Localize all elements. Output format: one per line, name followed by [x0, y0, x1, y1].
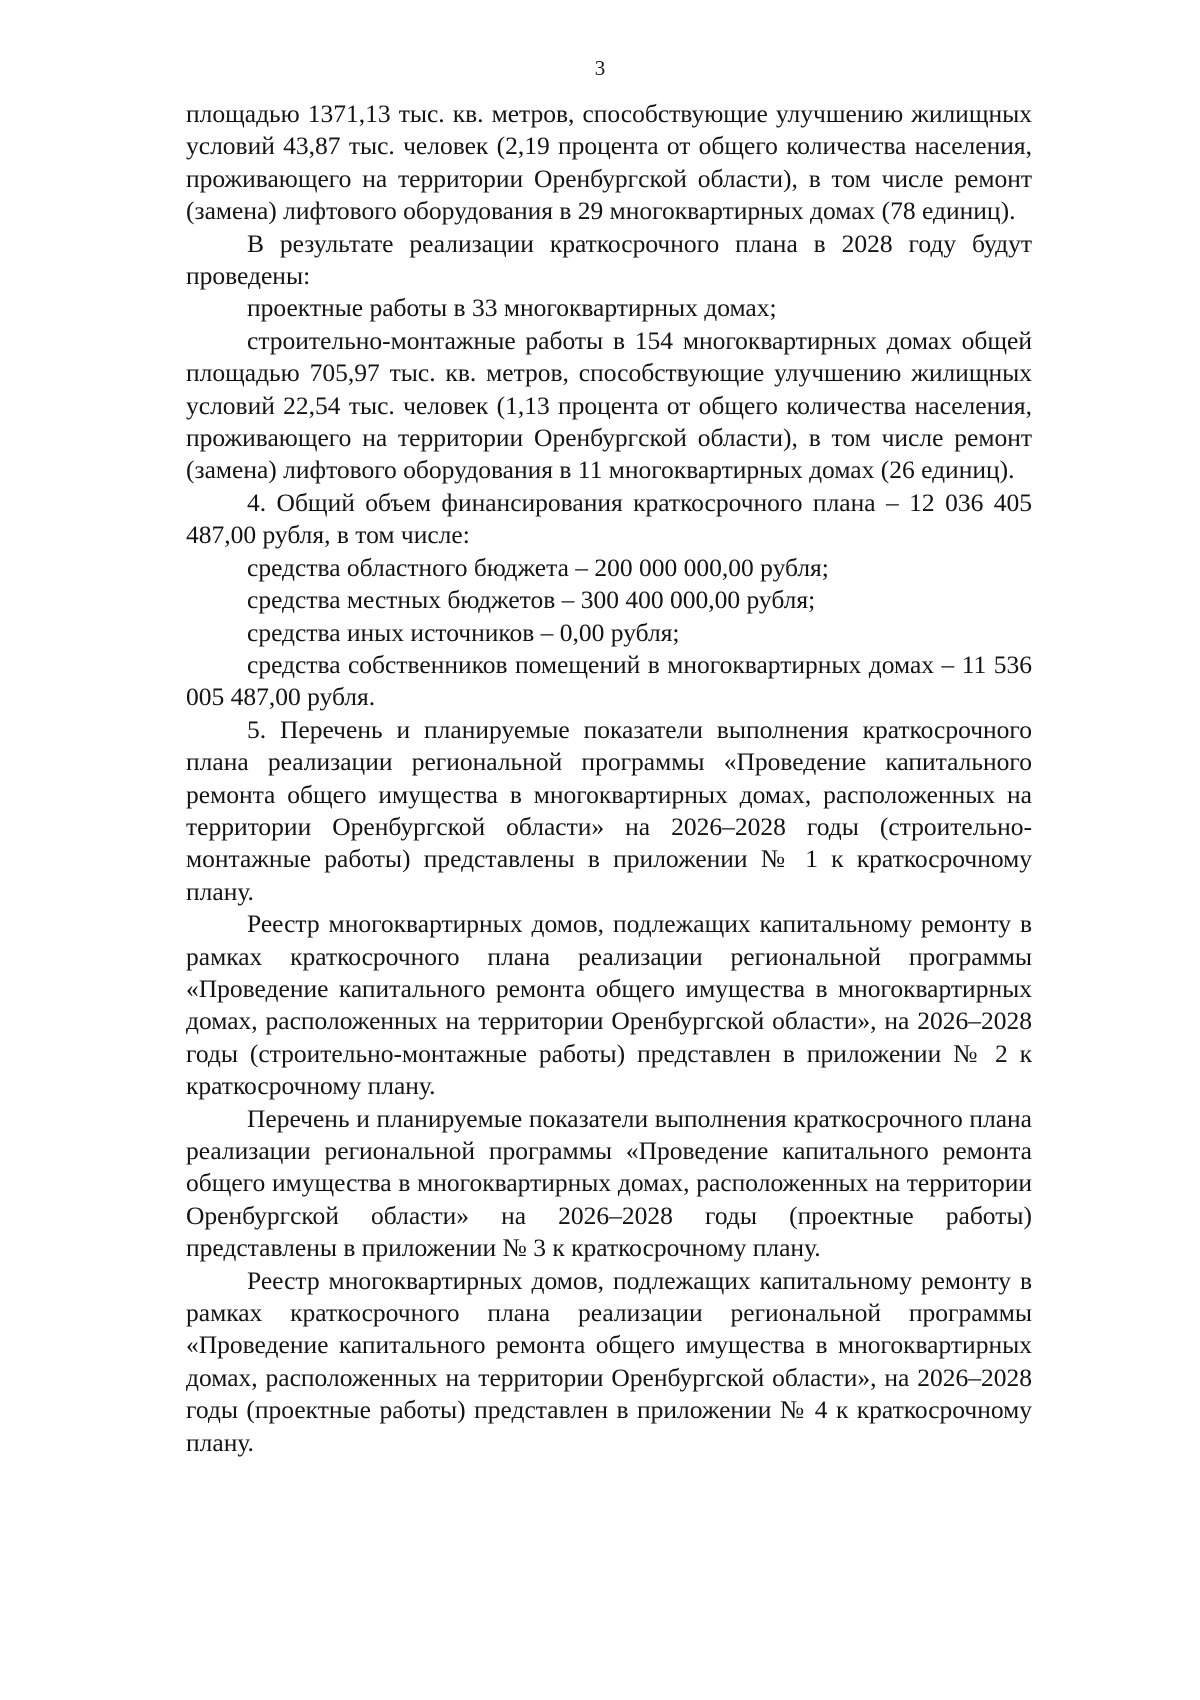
paragraph-continuation: площадью 1371,13 тыс. кв. метров, способствующие улучшению жилищных условий 43,87 тыс. человек (2,19 процента от общего количества населения, проживающего на территории Оренбургской области), в том числе ремонт (замена) лифтового оборудования в 29 многоквартирных домах (78 единиц). — [186, 99, 1032, 226]
paragraph-local-budgets: средства местных бюджетов – 300 400 000,00 рубля; — [247, 585, 816, 615]
document-body — [186, 98, 1032, 1459]
paragraph-owners-funds: средства собственников помещений в многоквартирных домах – 11 536 005 487,00 рубля. — [186, 649, 1032, 712]
paragraph-other-sources: средства иных источников – 0,00 рубля; — [247, 617, 680, 647]
paragraph-design-works: проектные работы в 33 многоквартирных домах; — [247, 293, 777, 323]
paragraph-construction-works: строительно-монтажные работы в 154 многоквартирных домах общей площадью 705,97 тыс. кв. метров, способствующие улучшению жилищных условий 22,54 тыс. человек (1,13 процента от общего количества населения, проживающего на территории Оренбургской области), в том числе ремонт (замена) лифтового оборудования в 11 многоквартирных домах (26 единиц). — [186, 325, 1032, 485]
page-number: 3 — [594, 56, 606, 80]
paragraph-registry-appendix-2: Реестр многоквартирных домов, подлежащих капитальному ремонту в рамках краткосрочного плана реализации региональной программы «Проведение капитального ремонта общего имущества в многоквартирных домах, расположенных на территории Оренбургской области», на 2026–2028 годы (строительно-монтажные работы) представлен в приложении № 2 к краткосрочному плану. — [186, 909, 1032, 1101]
paragraph-regional-budget: средства областного бюджета – 200 000 000,00 рубля; — [247, 552, 829, 582]
paragraph-registry-appendix-4: Реестр многоквартирных домов, подлежащих капитальному ремонту в рамках краткосрочного плана реализации региональной программы «Проведение капитального ремонта общего имущества в многоквартирных домах, расположенных на территории Оренбургской области», на 2026–2028 годы (проектные работы) представлен в приложении № 4 к краткосрочному плану. — [186, 1265, 1032, 1457]
paragraph-list-appendix-3: Перечень и планируемые показатели выполнения краткосрочного плана реализации региональной программы «Проведение капитального ремонта общего имущества в многоквартирных домах, расположенных на территории Оренбургской области» на 2026–2028 годы (проектные работы) представлены в приложении № 3 к краткосрочному плану. — [186, 1103, 1032, 1263]
paragraph-list-appendix-1: 5. Перечень и планируемые показатели выполнения краткосрочного плана реализации региональной программы «Проведение капитального ремонта общего имущества в многоквартирных домах, расположенных на территории Оренбургской области» на 2026–2028 годы (строительно-монтажные работы) представлены в приложении № 1 к краткосрочному плану. — [186, 714, 1032, 906]
paragraph-financing-total: 4. Общий объем финансирования краткосрочного плана – 12 036 405 487,00 рубля, в том числе: — [186, 487, 1032, 550]
paragraph-results-2028: В результате реализации краткосрочного плана в 2028 году будут проведены: — [186, 228, 1032, 291]
